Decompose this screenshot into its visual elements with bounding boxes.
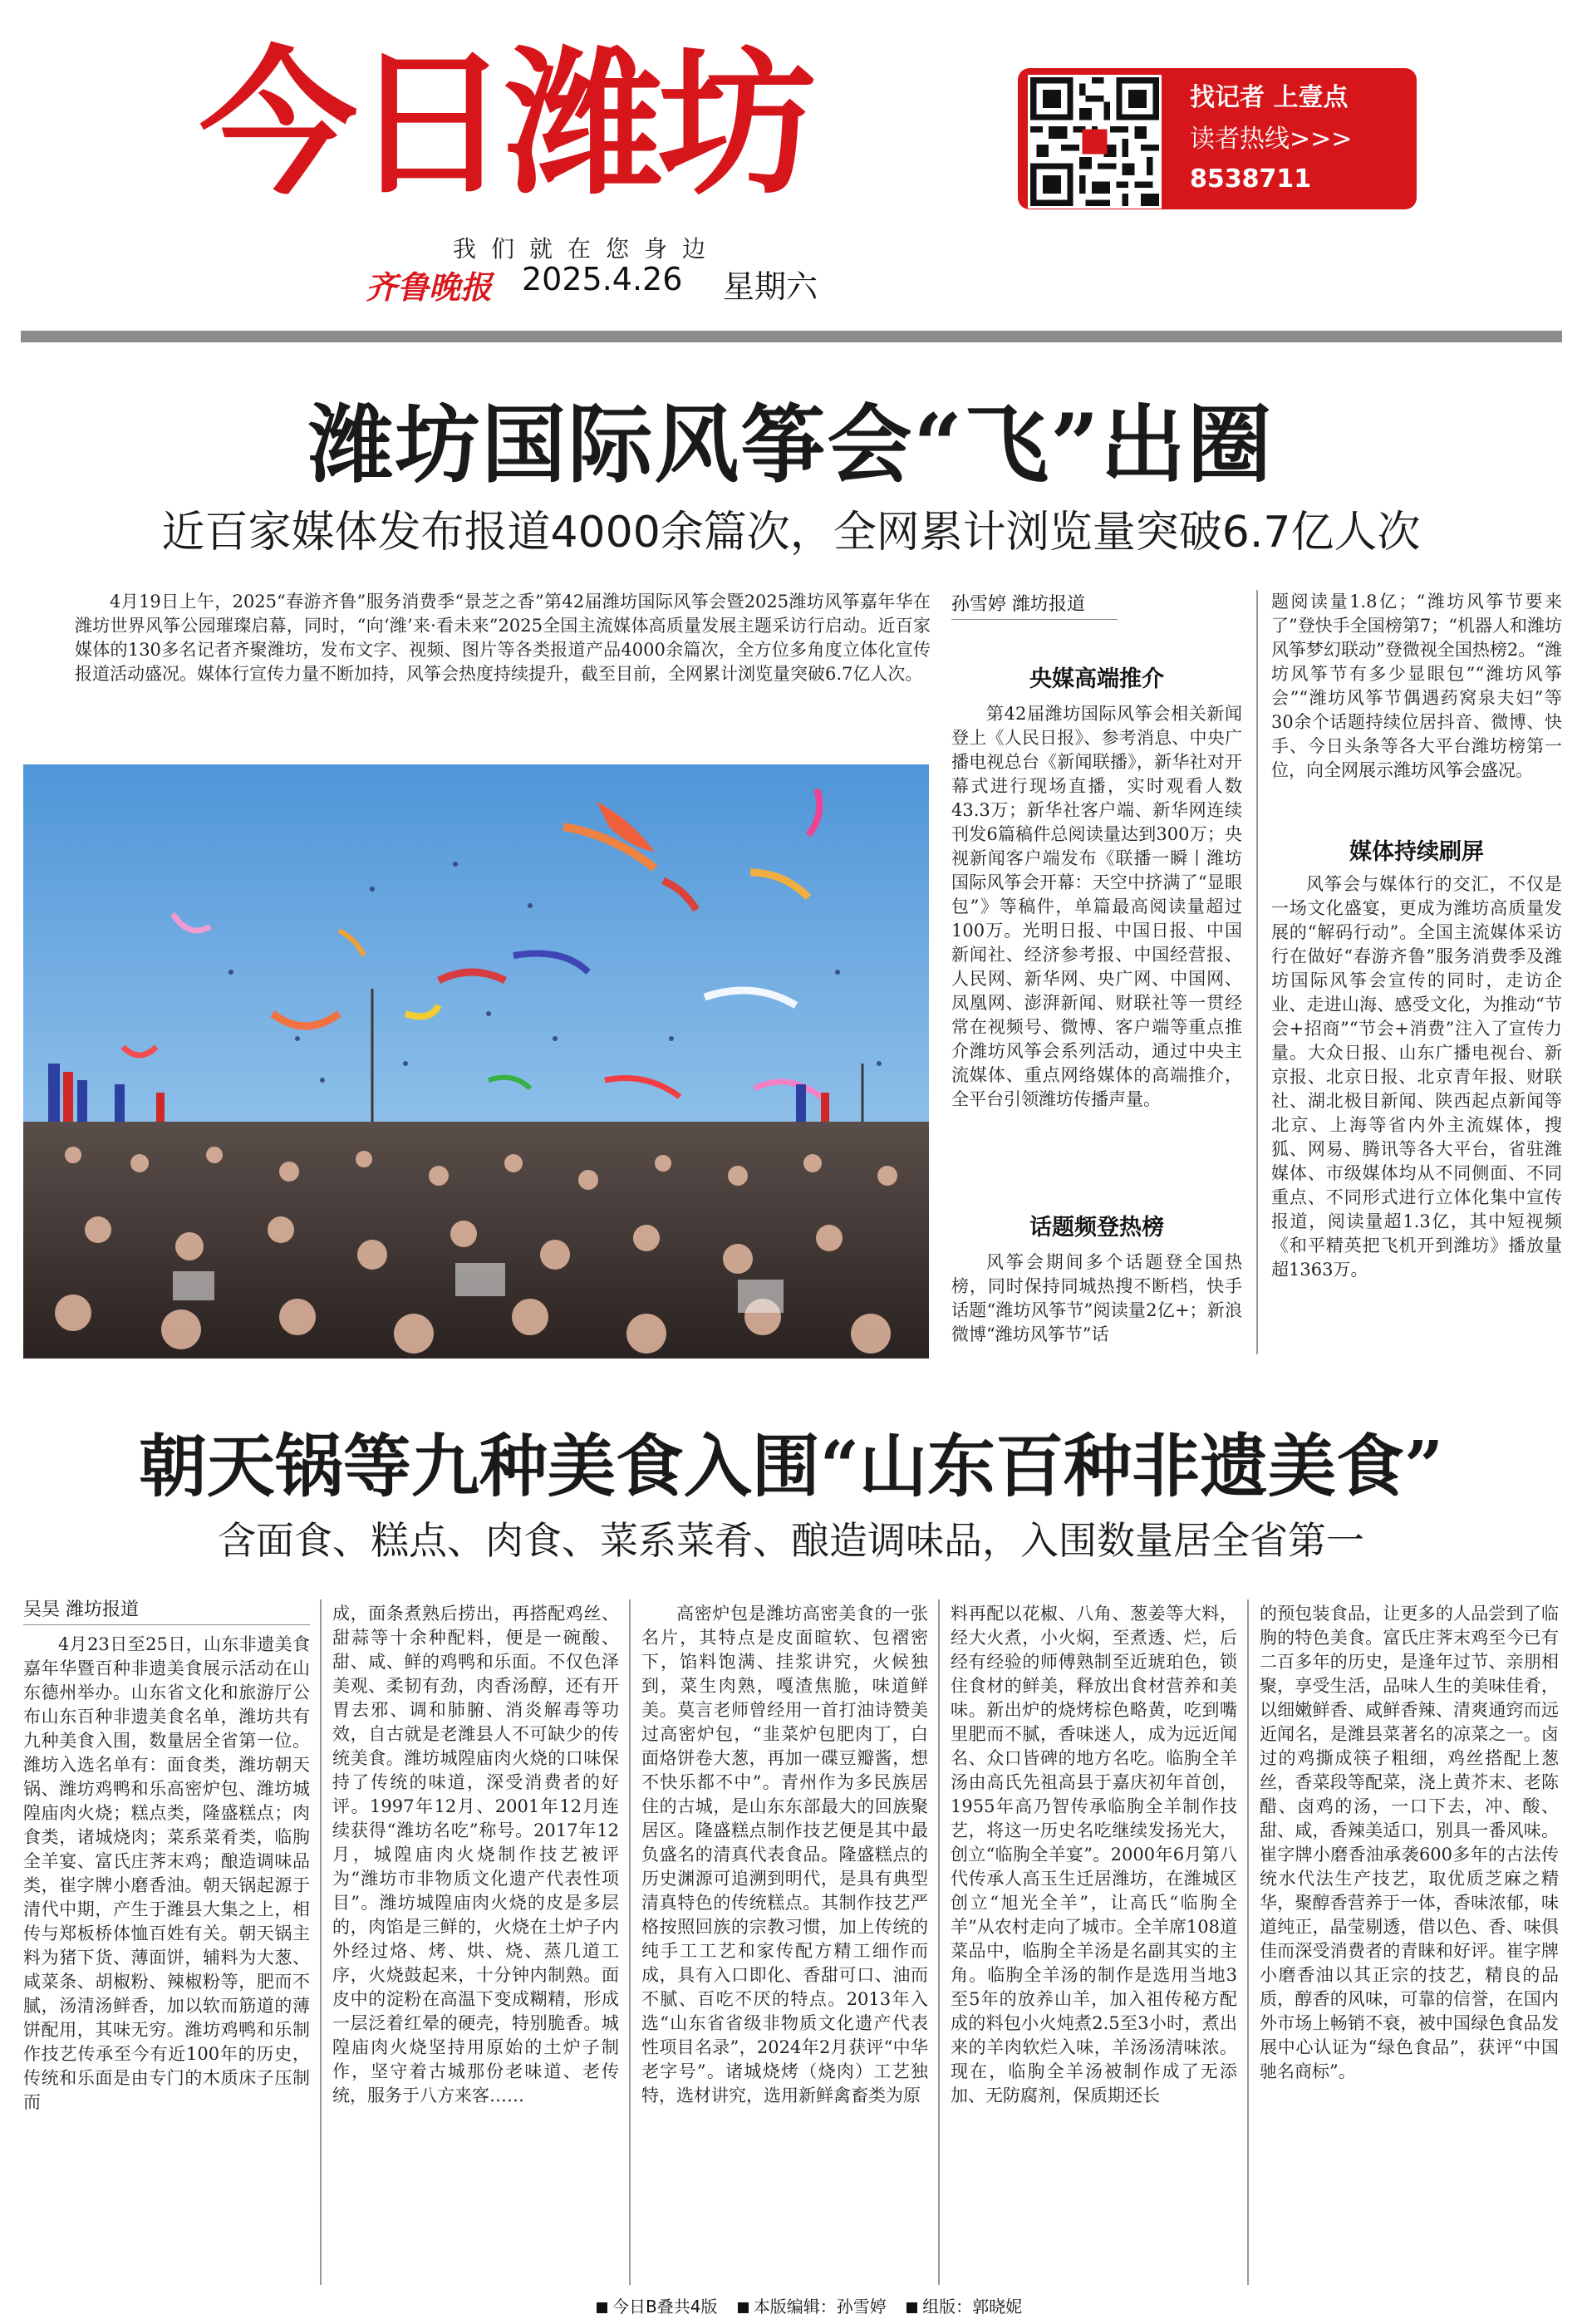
story2-column-4 — [951, 1602, 1237, 2285]
story1-headline: 潍坊国际风筝会“飞”出圈 — [308, 396, 1274, 495]
issue-weekday: 星期六 — [723, 268, 818, 305]
story1-subhead-2: 话题频登热榜 — [1029, 1215, 1164, 1241]
story2-col5-text: 的预包装食品，让更多的人品尝到了临朐的特色美食。富氏庄荠末鸡至今已有二百多年的历史，是逢年过节、亲朋相聚，享受生活，品味人生的美味佳肴，以细嫩鲜香、咸鲜香辣、清爽通窍而远近闻名，是潍县菜著名的凉菜之一。卤过的鸡撕成筷子粗细，鸡丝搭配上葱丝，香菜段等配菜，浇上黄芥末、老陈醋、卤鸡的汤，一口下去，冲、酸、甜、咸，香辣美适口，别具一番风味。崔字牌小磨香油承袭600多年的古法传统水代法生产技艺，取优质芝麻之精华，聚醇香营养于一体，香味浓郁，味道纯正，晶莹剔透，借以色、香、味俱佳而深受消费者的青睐和好评。崔字牌小磨香油以其正宗的技艺，精良的品质，醇香的风味，可靠的信誉，在国内外市场上畅销不衰，被中国绿色食品发展中心认证为“绿色食品”，获评“中国驰名商标”。 — [1260, 1604, 1559, 2081]
story1-col2-para1: 题阅读量1.8亿；“潍坊风筝节要来了”登快手全国榜第7；“机器人和潍坊风筝梦幻联动”登微视全国热榜2。“潍坊风筝节有多少显眼包”“潍坊风筝会”“潍坊风筝节偶遇药窝泉夫妇”等30余个话题持续位居抖音、微博、快手、今日头条等各大平台潍坊榜第一位，向全网展示潍坊风筝会盛况。 — [1271, 592, 1562, 780]
story2-col1-text: 4月23日至25日，山东非遗美食嘉年华暨百种非遗美食展示活动在山东德州举办。山东省文化和旅游厅公布山东百种非遗美食名单，潍坊共有九种美食入围，数量居全省第一位。潍坊入选名单有：面食类，潍坊朝天锅、潍坊鸡鸭和乐高密炉包、潍坊城隍庙肉火烧；糕点类，隆盛糕点；肉食类，诸城烧肉；菜系菜肴类，临朐全羊宴、富氏庄荠末鸡；酿造调味品类，崔字牌小磨香油。朝天锅起源于清代中期，产生于潍县大集之上，相传与郑板桥体恤百姓有关。朝天锅主料为猪下货、薄面饼，辅料为大葱、咸菜条、胡椒粉、辣椒粉等，肥而不腻，汤清汤鲜香，加以软而筋道的薄饼配用，其味无穷。潍坊鸡鸭和乐制作技艺传承至今有近100年的历史，传统和乐面是由专门的木质床子压制而 — [23, 1634, 310, 2112]
story1-col1-para1: 第42届潍坊国际风筝会相关新闻登上《人民日报》、参考消息、中央广播电视总台《新闻联播》，新华社对开幕式进行现场直播，实时观看人数43.3万；新华社客户端、新华网连续刊发6篇稿件总阅读量达到300万；央视新闻客户端发布《联播一瞬丨潍坊国际风筝会开幕：天空中挤满了“显眼包”》等稿件，单篇最高阅读量超过100万。光明日报、中国日报、中国新闻社、经济参考报、中国经营报、人民网、新华网、央广网、中国网、凤凰网、澎湃新闻、财联社等一贯经常在视频号、微博、客户端等重点推介潍坊风筝会系列活动，通过中央主流媒体、重点网络媒体的高端推介，全平台引领潍坊传播声量。 — [951, 704, 1242, 1109]
story2-col4-text: 料再配以花椒、八角、葱姜等大料，经大火煮，小火焖，至煮透、烂，后经有经验的师傅熟制至近琥珀色，锁住食材的鲜美，释放出食材营养和美味。新出炉的烧烤棕色略黄，吃到嘴里肥而不腻，香味迷人，成为远近闻名、众口皆碑的地方名吃。临朐全羊汤由高氏先祖高县于嘉庆初年首创，1955年高乃智传承临朐全羊制作技艺，将这一历史名吃继续发扬光大，创立“临朐全羊宴”。2000年6月第八代传承人高玉生迁居潍坊，在潍城区创立“旭光全羊”，让高氏“临朐全羊”从农村走向了城市。全羊席108道菜品中，临朐全羊汤是名副其实的主角。临朐全羊汤的制作是选用当地3至5年的放养山羊，加入祖传秘方配成的料包小火炖煮2.5至3小时，煮出来的羊肉软烂入味，羊汤汤清味浓。现在，临朐全羊汤被制作成了无添加、无防腐剂，保质期还长 — [951, 1604, 1237, 2105]
story1-lead — [75, 590, 931, 686]
story2-subheadline: 含面食、糕点、肉食、菜系菜肴、酿造调味品，入围数量居全省第一 — [218, 1518, 1364, 1563]
story1-byline: 孙雪婷 潍坊报道 — [951, 590, 1118, 620]
footer-layout: 组版：郭晓妮 — [922, 2297, 1023, 2317]
issue-date: 2025.4.26 — [522, 261, 683, 297]
kite-festival-photo — [23, 764, 929, 1359]
bullet-square-icon — [738, 2302, 749, 2313]
column-rule — [938, 1599, 940, 2285]
story2-byline: 吴昊 潍坊报道 — [23, 1595, 310, 1625]
footer-edition: 今日B叠共4版 — [612, 2297, 718, 2317]
page-footer — [582, 2293, 1022, 2317]
column-rule — [320, 1599, 322, 2285]
masthead-divider — [21, 331, 1562, 342]
column-rule — [1256, 590, 1258, 1354]
story1-column-2b — [1271, 872, 1562, 1354]
story2-column-5 — [1260, 1602, 1559, 2285]
story2-col3-text: 高密炉包是潍坊高密美食的一张名片，其特点是皮面暄软、包褶密下，馅料饱满、挂浆讲究，火候独到，菜生肉熟，嘎渣焦脆，味道鲜美。莫言老师曾经用一首打油诗赞美过高密炉包，“韭菜炉包肥肉丁，白面烙饼卷大葱，再加一碟豆瓣酱，想不快乐都不中”。青州作为多民族居住的古城，是山东东部最大的回族聚居区。隆盛糕点制作技艺便是其中最负盛名的清真代表食品。隆盛糕点的历史渊源可追溯到明代，是具有典型清真特色的传统糕点。其制作技艺严格按照回族的宗教习惯，加上传统的纯手工工艺和家传配方精工细作而成，具有入口即化、香甜可口、油而不腻、百吃不厌的特点。2013年入选“山东省省级非物质文化遗产代表性项目名录”，2024年2月获评“中华老字号”。诸城烧烤（烧肉）工艺独特，选材讲究，选用新鲜禽畜类为原 — [641, 1604, 928, 2105]
story2-col2-text: 成，面条煮熟后捞出，再搭配鸡丝、甜蒜等十余种配料，便是一碗酸、甜、咸、鲜的鸡鸭和乐面。不仅色泽美观、柔韧有劲，肉香汤醇，还有开胃去邪、调和肺腑、消炎解毒等功效，自古就是老潍县人不可缺少的传统美食。潍坊城隍庙肉火烧的口味保持了传统的味道，深受消费者的好评。1997年12月、2001年12月连续获得“潍坊名吃”称号。2017年12月，城隍庙肉火烧制作技艺被评为“潍坊市非物质文化遗产代表性项目”。潍坊城隍庙肉火烧的皮是多层的，肉馅是三鲜的，火烧在土炉子内外经过烙、烤、烘、烧、蒸几道工序，火烧鼓起来，十分钟内制熟。面皮中的淀粉在高温下变成糊精，形成一层泛着红晕的硬壳，特别脆香。城隍庙肉火烧坚持用原始的土炉子制作，坚守着古城那份老味道、老传统，服务于八方来客…… — [332, 1604, 619, 2105]
story2-headline: 朝天锅等九种美食入围“山东百种非遗美食” — [138, 1427, 1444, 1506]
story1-lead-text: 4月19日上午，2025“春游齐鲁”服务消费季“景芝之香”第42届潍坊国际风筝会暨2025潍坊风筝嘉年华在潍坊世界风筝公园璀璨启幕，同时，“向‘潍’来·看未来”2025全国主流媒体高质量发展主题采访行启动。近百家媒体的130多名记者齐聚潍坊，发布文字、视频、图片等各类报道产品4000余篇次，全方位多角度立体化宣传报道活动盛况。媒体行宣传力量不断加持，风筝会热度持续提升，截至目前，全网累计浏览量突破6.7亿人次。 — [75, 592, 931, 684]
story2-column-2 — [332, 1602, 619, 2285]
story1-subhead-1: 央媒高端推介 — [1029, 666, 1164, 692]
story1-column-1a — [951, 702, 1242, 1205]
masthead-slogan: 我们就在您身边 — [453, 235, 721, 263]
qr-code-icon[interactable] — [1028, 75, 1162, 209]
story2-column-1 — [23, 1633, 310, 2285]
story1-col1-para2: 风筝会期间多个话题登全国热榜，同时保持同城热搜不断档，快手话题“潍坊风筝节”阅读量2亿+；新浪微博“潍坊风筝节”话 — [951, 1252, 1242, 1344]
bullet-square-icon — [906, 2302, 917, 2313]
story1-column-2a — [1271, 590, 1562, 810]
promo-tagline: 找记者 上壹点 — [1190, 83, 1349, 112]
story1-subhead-3: 媒体持续刷屏 — [1349, 839, 1484, 865]
story1-col2-para2: 风筝会与媒体行的交汇，不仅是一场文化盛宴，更成为潍坊高质量发展的“解码行动”。全国主流媒体采访行在做好“春游齐鲁”服务消费季及潍坊国际风筝会宣传的同时，走访企业、走进山海、感受文化，为推动“节会+招商”“节会+消费”注入了宣传力量。大众日报、山东广播电视台、新京报、北京日报、北京青年报、财联社、湖北极目新闻、陕西起点新闻等北京、上海等省内外主流媒体，搜狐、网易、腾讯等各大平台，省驻潍媒体、市级媒体均从不同侧面、不同重点、不同形式进行立体化集中宣传报道，阅读量超1.3亿，其中短视频《和平精英把飞机开到潍坊》播放量超1363万。 — [1271, 874, 1562, 1280]
promo-hotline-number: 8538711 — [1190, 165, 1312, 194]
story1-column-1b — [951, 1250, 1242, 1350]
story2-column-3 — [641, 1602, 928, 2285]
column-rule — [629, 1599, 631, 2285]
column-rule — [1247, 1599, 1249, 2285]
story1-subheadline: 近百家媒体发布报道4000余篇次，全网累计浏览量突破6.7亿人次 — [161, 508, 1421, 558]
footer-editor: 本版编辑：孙雪婷 — [753, 2297, 887, 2317]
masthead-title: 今日潍坊 — [199, 32, 812, 216]
promo-hotline-label: 读者热线>>> — [1190, 125, 1353, 154]
bullet-square-icon — [597, 2302, 607, 2313]
paper-name-logo: 齐鲁晚报 — [366, 268, 493, 306]
